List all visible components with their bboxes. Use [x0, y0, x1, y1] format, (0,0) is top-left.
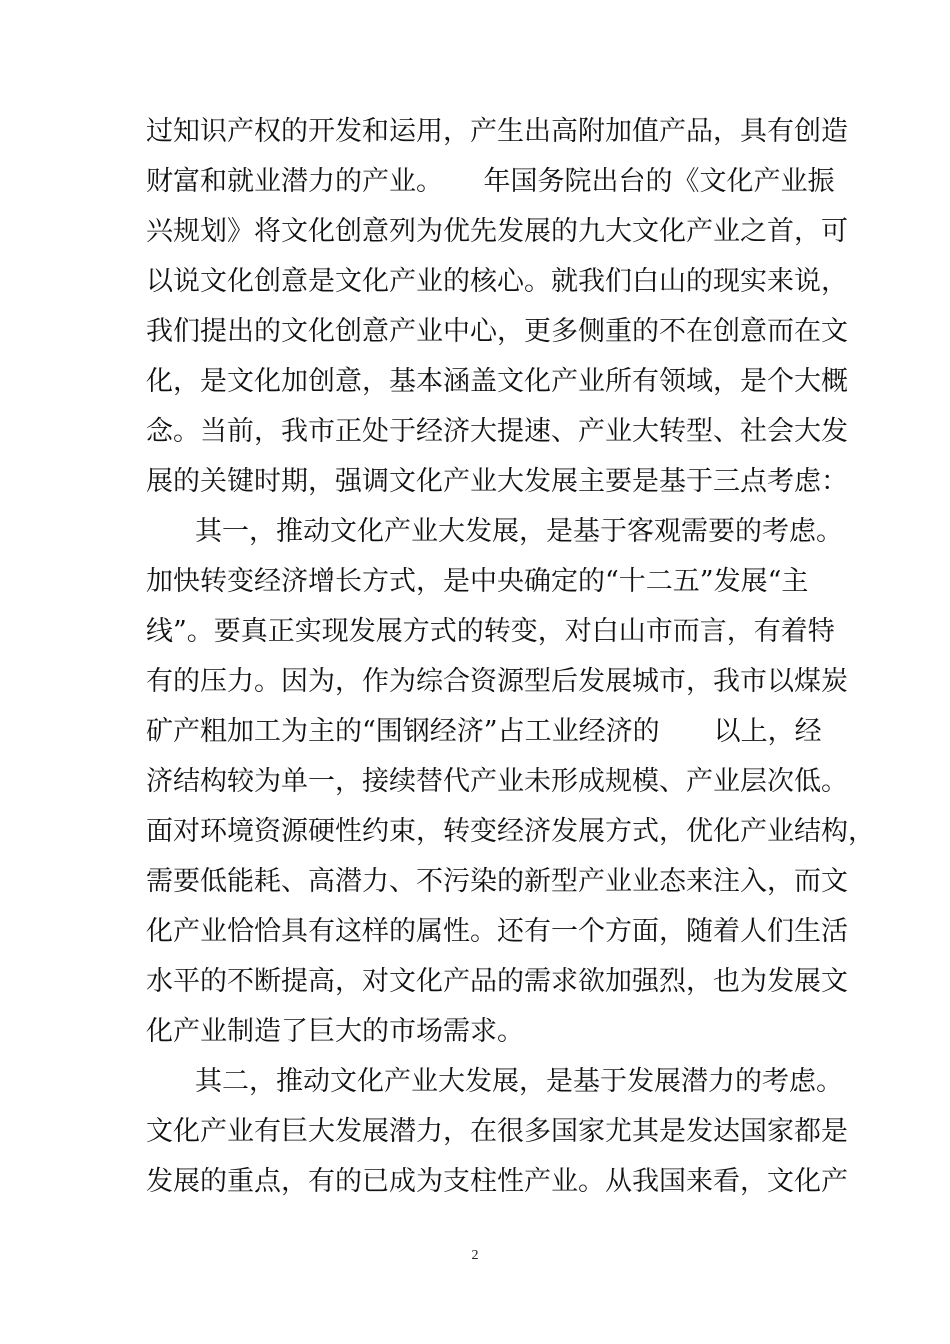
- page-number: 2: [471, 1248, 479, 1263]
- text-line: 需要低能耗、高潜力、不污染的新型产业业态来注入，而文: [146, 866, 848, 897]
- text-line: 化产业制造了巨大的市场需求。: [146, 1016, 524, 1047]
- text-line: 面对环境资源硬性约束，转变经济发展方式，优化产业结构，: [146, 816, 875, 847]
- text-line: 水平的不断提高，对文化产品的需求欲加强烈，也为发展文: [146, 966, 848, 997]
- text-line: 矿产粗加工为主的“围钢经济”占工业经济的 以上，经: [146, 716, 822, 747]
- text-line: 有的压力。因为，作为综合资源型后发展城市，我市以煤炭: [146, 666, 848, 697]
- text-line: 以说文化创意是文化产业的核心。就我们白山的现实来说，: [146, 266, 848, 297]
- text-line: 文化产业有巨大发展潜力，在很多国家尤其是发达国家都是: [146, 1116, 848, 1147]
- text-line: 过知识产权的开发和运用，产生出高附加值产品，具有创造: [146, 116, 848, 147]
- text-line: 我们提出的文化创意产业中心，更多侧重的不在创意而在文: [146, 316, 848, 347]
- text-line: 化，是文化加创意，基本涵盖文化产业所有领域，是个大概: [146, 366, 848, 397]
- text-line: 兴规划》将文化创意列为优先发展的九大文化产业之首，可: [146, 216, 848, 247]
- text-line: 展的关键时期，强调文化产业大发展主要是基于三点考虑：: [146, 466, 848, 497]
- text-line: 济结构较为单一，接续替代产业未形成规模、产业层次低。: [146, 766, 848, 797]
- text-line: 发展的重点，有的已成为支柱性产业。从我国来看，文化产: [146, 1166, 848, 1197]
- text-line: 线”。要真正实现发展方式的转变，对白山市而言，有着特: [146, 616, 835, 647]
- text-line: 化产业恰恰具有这样的属性。还有一个方面，随着人们生活: [146, 916, 848, 947]
- paragraph-start-line: 其一，推动文化产业大发展，是基于客观需要的考虑。: [195, 516, 843, 547]
- paragraph-start-line: 其二，推动文化产业大发展，是基于发展潜力的考虑。: [195, 1066, 843, 1097]
- text-line: 财富和就业潜力的产业。 年国务院出台的《文化产业振: [146, 166, 835, 197]
- text-line: 加快转变经济增长方式，是中央确定的“十二五”发展“主: [146, 566, 809, 597]
- text-line: 念。当前，我市正处于经济大提速、产业大转型、社会大发: [146, 416, 848, 447]
